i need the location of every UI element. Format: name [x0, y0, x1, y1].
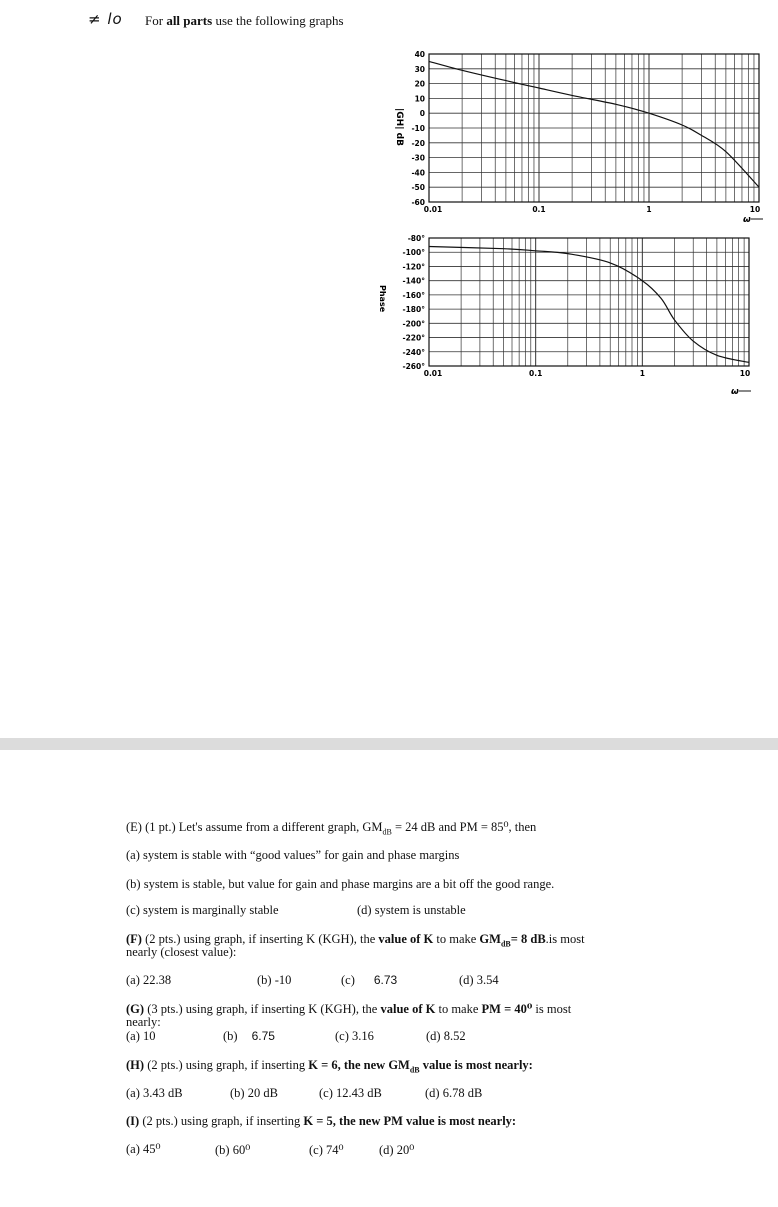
phase-y-tick-label: -160°	[402, 290, 425, 300]
intro-suffix: use the following graphs	[212, 13, 344, 28]
phase-y-tick-label: -260°	[402, 362, 425, 371]
question-e-stem-text: (E) (1 pt.) Let's assume from a different graph, GM	[126, 820, 383, 834]
question-e-subscript: dB	[382, 827, 392, 837]
phase-omega-symbol: ω	[731, 387, 739, 397]
question-h-text: (2 pts.) using graph, if inserting	[144, 1058, 309, 1072]
magnitude-y-tick-label: 20	[414, 79, 425, 89]
question-g-option-a[interactable]: (a) 10	[126, 1029, 156, 1043]
question-g-option-d[interactable]: (d) 8.52	[426, 1029, 466, 1043]
phase-y-tick-label: -80°	[407, 234, 425, 243]
phase-y-axis-label: Phase	[378, 285, 387, 313]
question-f-option-b[interactable]: (b) -10	[257, 973, 292, 987]
magnitude-bode-plot	[365, 46, 765, 224]
question-f-stem-line2: nearly (closest value):	[126, 945, 237, 959]
question-h-option-b[interactable]: (b) 20 dB	[230, 1086, 278, 1100]
magnitude-x-tick-label: 1	[646, 205, 652, 214]
question-i-label: (I)	[126, 1114, 140, 1128]
question-h-label: (H)	[126, 1058, 145, 1072]
question-g-option-b-label: (b)	[223, 1029, 238, 1043]
question-g-option-c[interactable]: (c) 3.16	[335, 1029, 374, 1043]
question-i-option-d[interactable]: (d) 20⁰	[379, 1143, 415, 1157]
phase-y-tick-label: -140°	[402, 276, 425, 286]
magnitude-x-tick-label: 0.01	[423, 205, 443, 214]
phase-y-tick-label: -180°	[402, 305, 425, 315]
phase-x-tick-labels	[424, 369, 750, 378]
question-f-target: = 8 dB	[510, 932, 546, 946]
question-g-bold: value of K	[380, 1002, 436, 1016]
question-f-tail: .is most	[545, 932, 585, 946]
question-g-target: PM = 40⁰	[481, 1002, 533, 1016]
page-divider	[0, 738, 778, 750]
magnitude-omega-symbol: ω	[743, 215, 751, 224]
phase-x-tick-label: 1	[639, 369, 645, 378]
phase-x-tick-label: 0.1	[529, 369, 543, 378]
magnitude-y-tick-label: 40	[414, 50, 425, 59]
question-e-option-c[interactable]: (c) system is marginally stable	[126, 903, 279, 917]
intro-text	[145, 13, 344, 29]
question-f-gm: GM	[479, 932, 501, 946]
question-h-option-d[interactable]: (d) 6.78 dB	[425, 1086, 483, 1100]
question-g-label: (G)	[126, 1002, 145, 1016]
question-i-stem	[126, 1114, 516, 1128]
question-f-bold: value of K	[378, 932, 434, 946]
question-f-option-c-value: 6.73	[373, 973, 398, 987]
magnitude-x-tick-labels	[424, 205, 760, 214]
phase-y-tick-label: -200°	[402, 319, 425, 329]
problem-number-handwritten: ≠ lo	[88, 10, 123, 28]
question-f-text: (2 pts.) using graph, if inserting K (KGH), the	[141, 932, 379, 946]
question-g-option-b-value: 6.75	[251, 1029, 275, 1043]
question-f-option-c[interactable]	[341, 973, 397, 988]
question-g-option-b[interactable]	[223, 1029, 275, 1044]
magnitude-y-tick-label: -60	[411, 198, 425, 207]
intro-bold: all parts	[166, 13, 213, 28]
question-e-option-b[interactable]: (b) system is stable, but value for gain and phase margins are a bit off the good range.	[126, 877, 555, 891]
phase-series-line	[429, 247, 749, 363]
magnitude-y-tick-label: -40	[411, 168, 425, 178]
question-h-option-c[interactable]: (c) 12.43 dB	[319, 1086, 382, 1100]
magnitude-grid	[429, 54, 759, 202]
question-h-bold: K = 6, the new GM	[308, 1058, 410, 1072]
question-f-option-a[interactable]: (a) 22.38	[126, 973, 172, 987]
question-e-stem	[126, 820, 536, 840]
question-i-option-b[interactable]: (b) 60⁰	[215, 1143, 251, 1157]
question-f-mid: to make	[433, 932, 480, 946]
question-g-stem	[126, 1002, 571, 1016]
question-i-option-c[interactable]: (c) 74⁰	[309, 1143, 344, 1157]
phase-y-tick-labels	[402, 234, 425, 371]
magnitude-x-tick-label: 0.1	[532, 205, 546, 214]
question-g-stem-line2: nearly:	[126, 1015, 161, 1029]
intro-prefix: For	[145, 13, 167, 28]
magnitude-y-tick-labels	[411, 50, 425, 207]
phase-x-tick-label: 0.01	[423, 369, 443, 378]
magnitude-y-tick-label: 30	[414, 64, 425, 74]
question-h-stem	[126, 1058, 533, 1078]
question-f-label: (F)	[126, 932, 142, 946]
phase-bode-plot	[365, 230, 765, 400]
magnitude-y-tick-label: -50	[411, 183, 425, 193]
magnitude-x-tick-label: 10	[749, 205, 761, 214]
magnitude-y-tick-label: 0	[419, 109, 425, 119]
phase-y-tick-label: -100°	[402, 248, 425, 258]
question-e-option-d[interactable]: (d) system is unstable	[357, 903, 466, 917]
magnitude-y-axis-label: |GH| dB	[394, 108, 404, 146]
question-f-subscript: dB	[500, 939, 511, 949]
phase-x-tick-label: 10	[739, 369, 751, 378]
question-i-bold: K = 5	[303, 1114, 333, 1128]
question-f-option-c-label: (c)	[341, 973, 355, 987]
question-h-option-a[interactable]: (a) 3.43 dB	[126, 1086, 183, 1100]
magnitude-series-line	[429, 61, 759, 187]
question-h-bold-end: value is most nearly:	[419, 1058, 533, 1072]
question-g-text: (3 pts.) using graph, if inserting K (KGH), the	[144, 1002, 381, 1016]
phase-y-tick-label: -220°	[402, 333, 425, 343]
question-i-option-a[interactable]: (a) 45⁰	[126, 1142, 161, 1156]
question-e-option-a[interactable]: (a) system is stable with “good values” for gain and phase margins	[126, 848, 460, 862]
question-e-stem-end: = 24 dB and PM = 85⁰, then	[391, 820, 537, 834]
magnitude-y-tick-label: -30	[411, 153, 425, 163]
question-i-text: (2 pts.) using graph, if inserting	[139, 1114, 304, 1128]
question-f-option-d[interactable]: (d) 3.54	[459, 973, 499, 987]
phase-y-tick-label: -120°	[402, 262, 425, 272]
magnitude-y-tick-label: 10	[414, 94, 425, 104]
magnitude-y-tick-label: -20	[411, 138, 425, 148]
magnitude-y-tick-label: -10	[411, 124, 425, 133]
question-h-subscript: dB	[409, 1065, 420, 1075]
question-g-mid: to make	[435, 1002, 482, 1016]
question-i-bold-end: , the new PM value is most nearly:	[332, 1114, 517, 1128]
question-g-tail: is most	[532, 1002, 572, 1016]
phase-y-tick-label: -240°	[402, 347, 425, 357]
